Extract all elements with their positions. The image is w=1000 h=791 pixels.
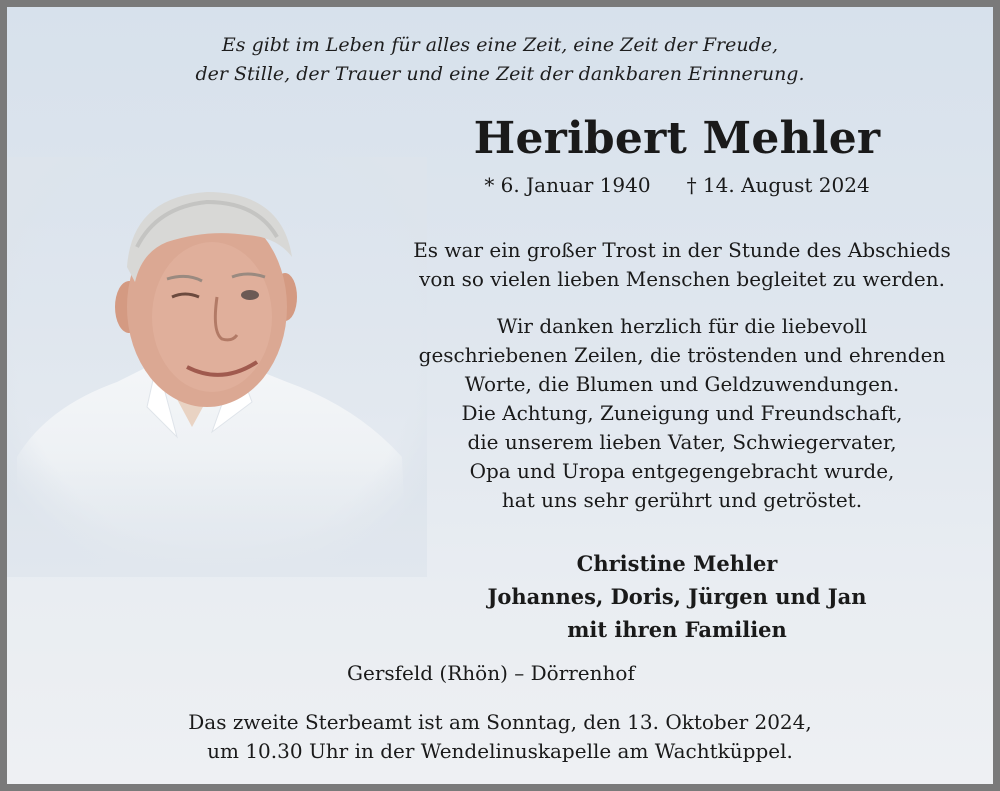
text-line: geschriebenen Zeilen, die tröstenden und ehrenden xyxy=(418,343,946,367)
life-dates xyxy=(467,173,887,197)
thanks-paragraph-1 xyxy=(397,236,967,294)
motto-line: der Stille, der Trauer und eine Zeit der dankbaren Erinnerung. xyxy=(195,63,805,85)
obituary-card xyxy=(7,7,993,784)
family-line: mit ihren Familien xyxy=(567,617,787,642)
service-line: Das zweite Sterbeamt ist am Sonntag, den 13. Oktober 2024, xyxy=(188,710,812,734)
birth-date: * 6. Januar 1940 xyxy=(484,173,651,197)
text-line: hat uns sehr gerührt und getröstet. xyxy=(501,488,863,512)
text-line: Worte, die Blumen und Geldzuwendungen. xyxy=(464,372,900,396)
thanks-paragraph-2 xyxy=(397,312,967,515)
motto-line: Es gibt im Leben für alles eine Zeit, eine Zeit der Freude, xyxy=(221,34,779,56)
service-line: um 10.30 Uhr in der Wendelinuskapelle am Wachtküppel. xyxy=(207,739,793,763)
text-line: von so vielen lieben Menschen begleitet zu werden. xyxy=(419,267,945,291)
family-line: Christine Mehler xyxy=(576,551,778,576)
service-notice xyxy=(7,708,993,766)
motto-quote xyxy=(7,31,993,89)
death-date: † 14. August 2024 xyxy=(686,173,870,197)
place-line: Gersfeld (Rhön) – Dörrenhof xyxy=(347,661,635,685)
text-line: Opa und Uropa entgegengebracht wurde, xyxy=(469,459,895,483)
text-line: Die Achtung, Zuneigung und Freundschaft, xyxy=(461,401,903,425)
family-line: Johannes, Doris, Jürgen und Jan xyxy=(487,584,867,609)
portrait-illustration xyxy=(7,157,427,577)
text-line: Wir danken herzlich für die liebevoll xyxy=(496,314,868,338)
text-line: Es war ein großer Trost in der Stunde des Abschieds xyxy=(413,238,951,262)
deceased-name: Heribert Mehler xyxy=(473,113,881,164)
family-signature xyxy=(437,547,917,646)
portrait-photo xyxy=(7,157,427,577)
text-line: die unserem lieben Vater, Schwiegervater, xyxy=(467,430,897,454)
